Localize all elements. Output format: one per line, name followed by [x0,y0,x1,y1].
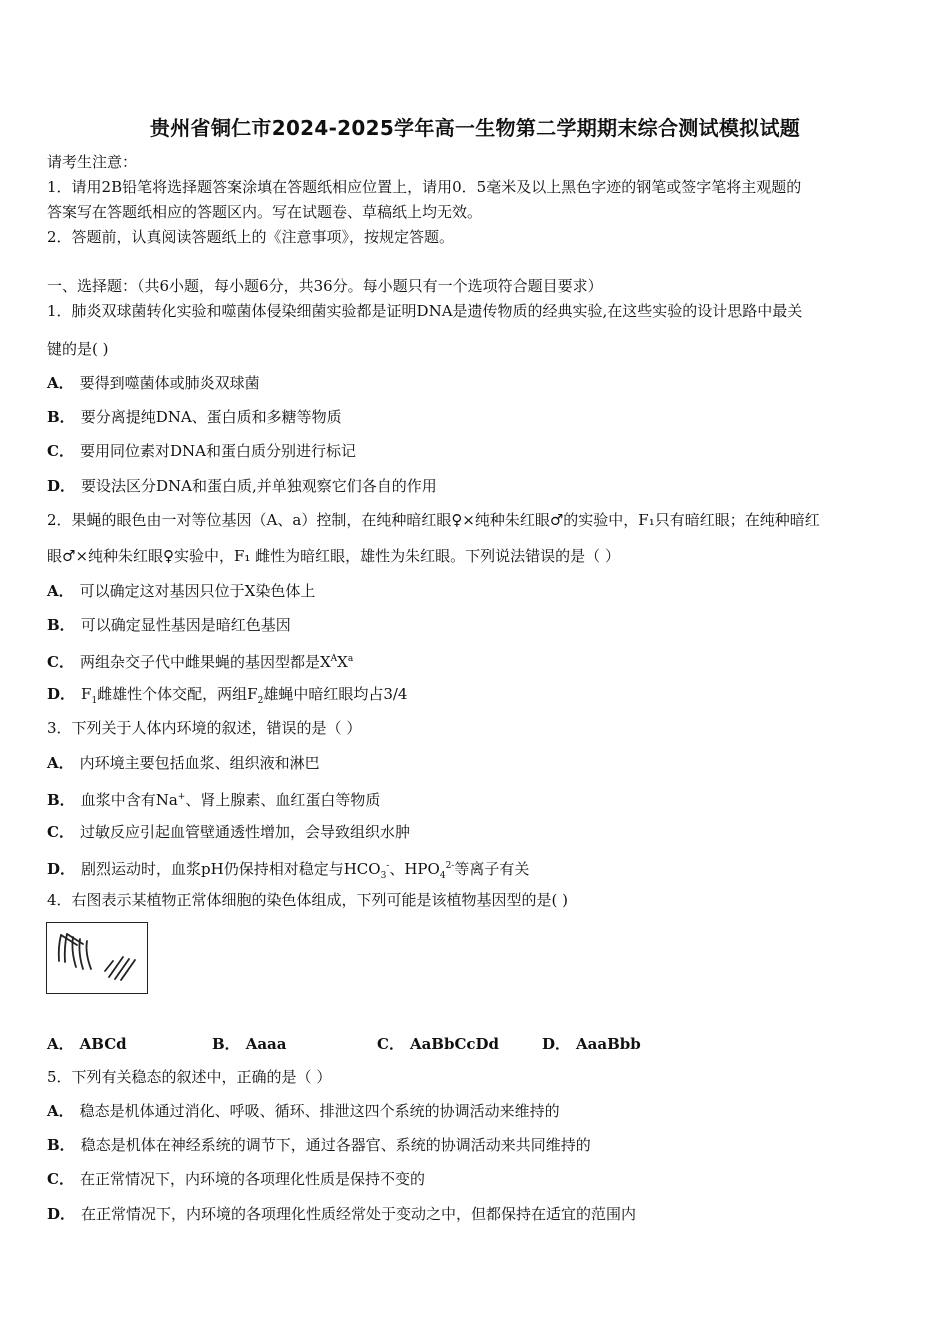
q2-option-d [47,684,910,711]
q2-option-b [47,615,910,635]
q4-stem: 4．右图表示某植物正常体细胞的染色体组成，下列可能是该植物基因型的是( ) [47,891,569,909]
subscript: 1 [91,696,98,706]
option-label: D． [47,1205,76,1223]
option-label: C． [47,442,74,460]
chromosome-figure [46,922,148,994]
option-text: F [81,685,92,703]
q4-option-c [377,1033,499,1054]
q4-option-a [47,1033,127,1054]
option-text: 在正常情况下，内环境的各项理化性质经常处于变动之中，但都保持在适宜的范围内 [81,1205,637,1223]
superscript: A [330,654,338,664]
option-label: B． [47,1136,75,1154]
option-label: B． [212,1035,240,1053]
option-label: D． [47,860,76,878]
q1-option-d [47,476,910,496]
option-label: C． [47,653,74,671]
option-text: 在正常情况下，内环境的各项理化性质是保持不变的 [79,1170,425,1188]
option-label: B． [47,408,75,426]
option-text: AaaBbb [576,1035,641,1053]
subscript: 4 [439,871,446,881]
subscript: 2 [257,696,264,706]
q2-stem-line-1: 2．果蝇的眼色由一对等位基因（A、a）控制，在纯种暗红眼♀×纯种朱红眼♂的实验中，F₁只有暗红眼；在纯种暗红 [47,511,820,529]
option-label: A． [47,754,74,772]
option-text: 血浆中含有Na [80,791,178,809]
option-label: C． [47,1170,74,1188]
option-text: 要得到噬菌体或肺炎双球菌 [79,374,260,392]
q2-option-a [47,581,910,601]
option-label: A． [47,582,74,600]
option-label: D． [47,477,76,495]
option-text: 、HPO [389,860,440,878]
option-label: A． [47,1102,74,1120]
option-text: 雄蝇中暗红眼均占3/4 [263,685,408,703]
option-text: 要用同位素对DNA和蛋白质分别进行标记 [79,442,356,460]
page-title: 贵州省铜仁市2024-2025学年高一生物第二学期期末综合测试模拟试题 [149,116,801,140]
q3-stem: 3．下列关于人体内环境的叙述，错误的是（ ） [47,719,362,737]
option-text: 、肾上腺素、血红蛋白等物质 [185,791,381,809]
option-text: 可以确定显性基因是暗红色基因 [80,616,291,634]
option-text: X [337,653,348,671]
q2-option-c [47,649,910,672]
option-text: ABCd [79,1035,127,1053]
q5-option-d [47,1204,910,1224]
superscript: + [177,792,186,802]
option-text: 雌雄性个体交配，两组F [97,685,258,703]
option-label: A． [47,374,74,392]
option-text: 两组杂交子代中雌果蝇的基因型都是X [79,653,331,671]
q5-option-b [47,1135,910,1155]
q4-option-d [542,1033,641,1054]
superscript: a [347,654,354,664]
option-text: 稳态是机体在神经系统的调节下，通过各器官、系统的协调活动来共同维持的 [80,1136,591,1154]
q1-stem-line-2: 键的是( ) [47,340,109,358]
option-text: Aaaa [245,1035,287,1053]
option-text: 过敏反应引起血管壁通透性增加，会导致组织水肿 [79,823,410,841]
option-label: B． [47,616,75,634]
chromosome-curved-5 [72,937,76,967]
q1-option-a [47,373,910,393]
q3-option-a [47,753,910,773]
q3-option-c [47,822,910,842]
option-text: 可以确定这对基因只位于X染色体上 [79,582,316,600]
q1-stem-line-1: 1．肺炎双球菌转化实验和噬菌体侵染细菌实验都是证明DNA是遗传物质的经典实验,在这些实验的设计思路中最关 [47,302,803,320]
chromosome-curved-7 [87,941,92,969]
option-label: D． [47,685,76,703]
q5-option-c [47,1169,910,1189]
option-text: 稳态是机体通过消化、呼吸、循环、排泄这四个系统的协调活动来维持的 [79,1102,560,1120]
option-label: C． [47,823,74,841]
subscript: 3 [380,871,387,881]
notice-line-2: 答案写在答题纸相应的答题区内。写在试题卷、草稿纸上均无效。 [47,203,483,221]
q5-option-a [47,1101,910,1121]
option-text: 要设法区分DNA和蛋白质,并单独观察它们各自的作用 [81,477,437,495]
chromosome-drawing [47,923,149,995]
q2-stem-line-2: 眼♂×纯种朱红眼♀实验中，F₁ 雌性为暗红眼，雄性为朱红眼。下列说法错误的是（ ） [47,547,620,565]
q1-option-c [47,441,910,461]
chromosome-curved-3 [61,935,77,945]
option-label: C． [377,1035,404,1053]
q5-stem: 5．下列有关稳态的叙述中，正确的是（ ） [47,1068,332,1086]
option-label: A． [47,1035,74,1053]
option-text: 剧烈运动时，血浆pH仍保持相对稳定与HCO [81,860,381,878]
chromosome-straight-3 [121,960,135,980]
superscript: - [386,861,390,871]
superscript: 2- [445,861,455,871]
q1-option-b [47,407,910,427]
q4-option-b [212,1033,286,1054]
option-text: AaBbCcDd [409,1035,500,1053]
chromosome-straight-1 [109,957,123,977]
option-label: D． [542,1035,571,1053]
q3-option-b [47,787,910,810]
notice-line-1: 1．请用2B铅笔将选择题答案涂填在答题纸相应位置上，请用0．5毫米及以上黑色字迹的钢笔或签字笔将主观题的 [47,178,802,196]
q3-option-d [47,856,910,886]
notice-line-3: 2．答题前，认真阅读答题纸上的《注意事项》，按规定答题。 [47,228,455,246]
chromosome-straight-2 [115,959,129,979]
notice-heading: 请考生注意： [47,153,138,171]
option-text: 等离子有关 [454,860,530,878]
option-text: 要分离提纯DNA、蛋白质和多糖等物质 [80,408,342,426]
chromosome-straight-4 [105,961,113,971]
chromosome-curved-1 [59,935,61,961]
option-label: B． [47,791,75,809]
section-heading: 一、选择题：（共6小题，每小题6分，共36分。每小题只有一个选项符合题目要求） [47,277,603,295]
option-text: 内环境主要包括血浆、组织液和淋巴 [79,754,320,772]
